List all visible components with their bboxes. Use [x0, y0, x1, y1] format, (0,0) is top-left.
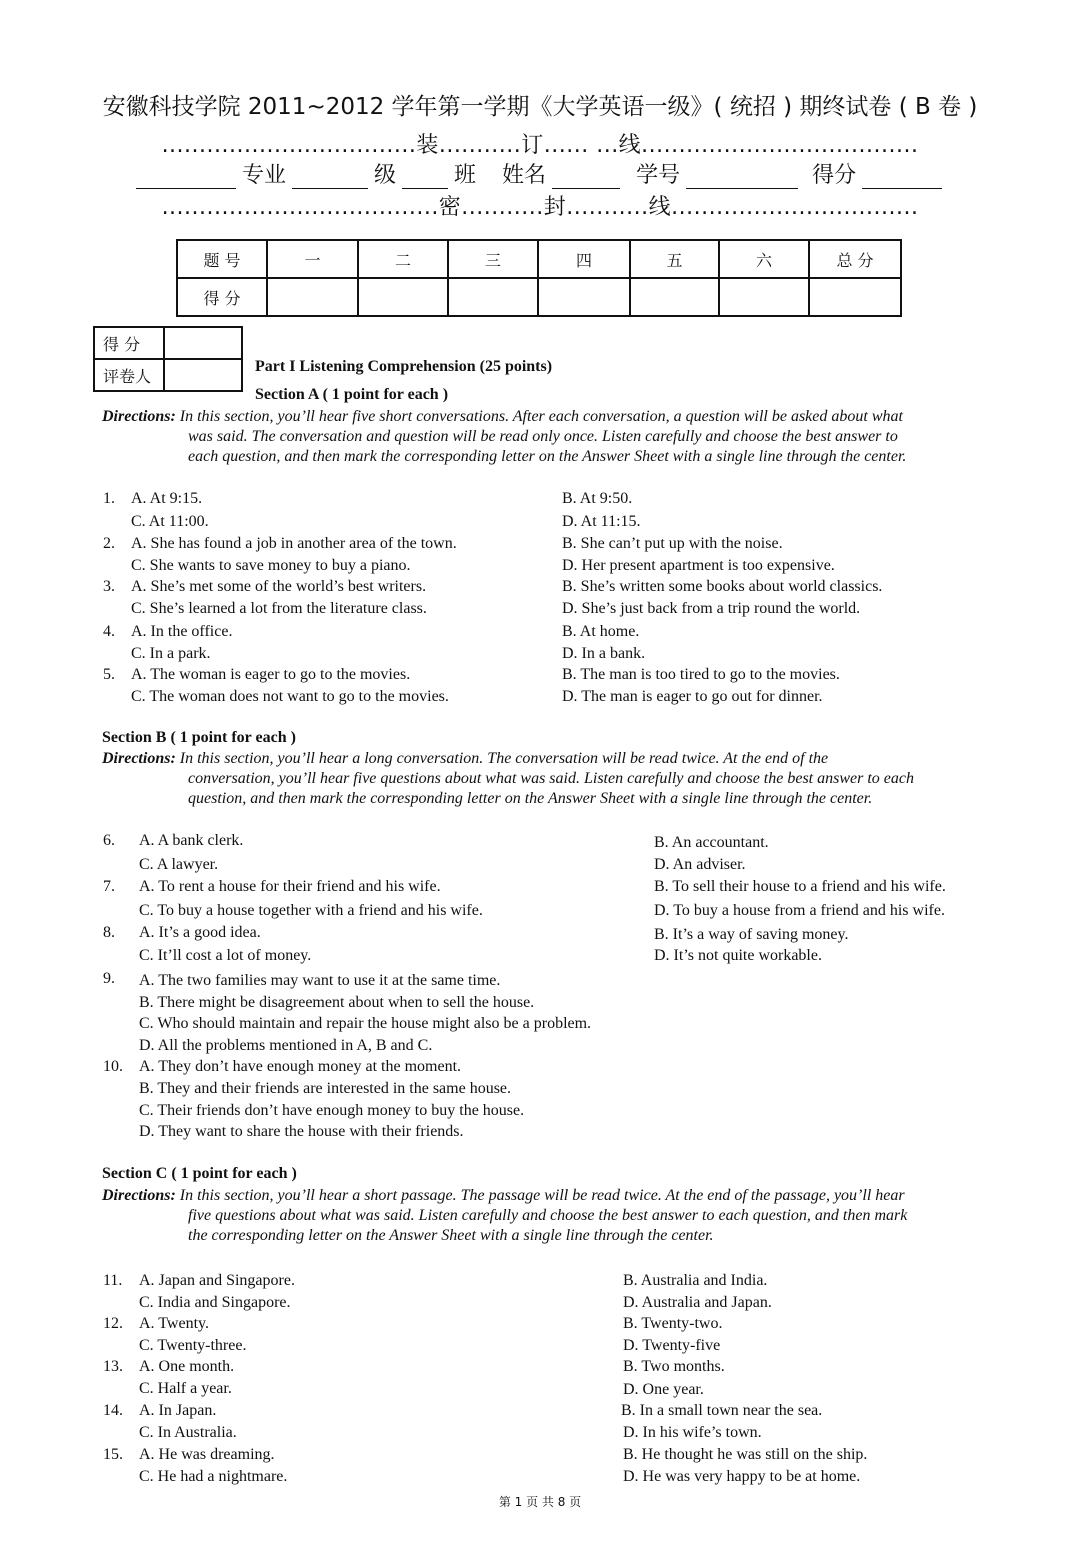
score-table-header: 总 分: [809, 240, 901, 278]
score-table-row-label: 得 分: [177, 278, 267, 316]
directions-label: Directions:: [102, 1187, 176, 1204]
score-table-header: 五: [630, 240, 719, 278]
option-c[interactable]: C. It’ll cost a lot of money.: [139, 947, 312, 964]
directions-label: Directions:: [102, 750, 176, 767]
option-a[interactable]: A. She’s met some of the world’s best writers.: [131, 578, 427, 595]
option-c[interactable]: C. Their friends don’t have enough money to buy the house.: [139, 1102, 525, 1119]
option-a[interactable]: A. Twenty.: [139, 1315, 209, 1332]
question-number: 12.: [103, 1315, 123, 1332]
score-table: [176, 239, 902, 317]
option-c[interactable]: C. She’s learned a lot from the literature class.: [131, 600, 427, 617]
question-number: 1.: [103, 490, 115, 507]
grader-name-cell[interactable]: [164, 359, 242, 391]
option-a[interactable]: A. The two families may want to use it at the same time.: [139, 972, 501, 989]
option-b[interactable]: B. They and their friends are interested in the same house.: [139, 1080, 512, 1097]
option-c[interactable]: C. At 11:00.: [131, 513, 209, 530]
option-d[interactable]: D. It’s not quite workable.: [654, 947, 822, 964]
question-number: 13.: [103, 1358, 123, 1375]
option-a[interactable]: A. It’s a good idea.: [139, 924, 261, 941]
score-cell[interactable]: [538, 278, 630, 316]
option-c[interactable]: C. Half a year.: [139, 1380, 232, 1397]
option-a[interactable]: A. A bank clerk.: [139, 832, 244, 849]
grader-score-label: 得 分: [94, 327, 164, 359]
option-d[interactable]: D. She’s just back from a trip round the world.: [562, 600, 861, 617]
option-d[interactable]: D. The man is eager to go out for dinner.: [562, 688, 823, 705]
score-cell[interactable]: [719, 278, 809, 316]
option-d[interactable]: D. He was very happy to be at home.: [623, 1468, 861, 1485]
option-c[interactable]: C. India and Singapore.: [139, 1294, 291, 1311]
section-c-title: Section C ( 1 point for each ): [102, 1165, 297, 1182]
score-table-header: 二: [358, 240, 448, 278]
section-c-directions: Directions: In this section, you’ll hear a short passage. The passage will be read twice. At the end of the passage, you’ll hear five questions about what was said. Listen carefully and choose the best answer to each question, and then mark the corresponding letter on the Answer Sheet with a single line through the center.: [102, 1187, 908, 1244]
exam-title: 安徽科技学院 2011~2012 学年第一学期《大学英语一级》( 统招 ) 期终试卷 ( B 卷 ): [102, 94, 978, 120]
option-b[interactable]: B. At 9:50.: [562, 490, 633, 507]
option-b[interactable]: B. At home.: [562, 623, 640, 640]
score-table-header: 六: [719, 240, 809, 278]
section-b-title: Section B ( 1 point for each ): [102, 729, 296, 746]
option-b[interactable]: B. In a small town near the sea.: [621, 1402, 823, 1419]
score-table-header: 一: [267, 240, 358, 278]
option-d[interactable]: D. They want to share the house with their friends.: [139, 1123, 464, 1140]
score-table-header: 题 号: [177, 240, 267, 278]
option-b[interactable]: B. Two months.: [623, 1358, 725, 1375]
grader-score-cell[interactable]: [164, 327, 242, 359]
option-a[interactable]: A. The woman is eager to go to the movies.: [131, 666, 411, 683]
option-c[interactable]: C. In Australia.: [139, 1424, 237, 1441]
score-label: 得分: [812, 163, 857, 188]
option-c[interactable]: C. She wants to save money to buy a piano.: [131, 557, 411, 574]
option-b[interactable]: B. Twenty-two.: [623, 1315, 723, 1332]
option-d[interactable]: D. In his wife’s town.: [623, 1424, 762, 1441]
option-d[interactable]: D. Her present apartment is too expensive.: [562, 557, 835, 574]
section-a-directions: Directions: In this section, you’ll hear five short conversations. After each conversation, a question will be asked about what was said. The conversation and question will be read only once. Listen carefully and choose the best answer to each question, and then mark the corresponding letter on the Answer Sheet with a single line through the center.: [102, 408, 907, 465]
section-a-title: Section A ( 1 point for each ): [255, 386, 449, 403]
option-a[interactable]: A. Japan and Singapore.: [139, 1272, 295, 1289]
option-c[interactable]: C. The woman does not want to go to the movies.: [131, 688, 449, 705]
option-c[interactable]: C. In a park.: [131, 645, 211, 662]
question-number: 11.: [103, 1272, 123, 1289]
option-c[interactable]: C. Twenty-three.: [139, 1337, 247, 1354]
option-a[interactable]: A. In Japan.: [139, 1402, 217, 1419]
option-c[interactable]: C. Who should maintain and repair the house might also be a problem.: [139, 1015, 592, 1032]
option-d[interactable]: D. Twenty-five: [623, 1337, 721, 1354]
option-a[interactable]: A. They don’t have enough money at the moment.: [139, 1058, 462, 1075]
name-label: 姓名: [502, 163, 547, 188]
option-a[interactable]: A. One month.: [139, 1358, 235, 1375]
question-number: 5.: [103, 666, 115, 683]
class-label: 班: [454, 163, 477, 188]
option-b[interactable]: B. Australia and India.: [623, 1272, 768, 1289]
option-b[interactable]: B. He thought he was still on the ship.: [623, 1446, 868, 1463]
question-number: 15.: [103, 1446, 123, 1463]
grade-blank[interactable]: [292, 166, 368, 189]
question-number: 7.: [103, 878, 115, 895]
option-d[interactable]: D. To buy a house from a friend and his wife.: [654, 902, 945, 919]
option-d[interactable]: D. In a bank.: [562, 645, 646, 662]
grader-table: [93, 326, 243, 392]
score-cell[interactable]: [809, 278, 901, 316]
question-number: 4.: [103, 623, 115, 640]
major-blank[interactable]: [136, 166, 236, 189]
score-cell[interactable]: [630, 278, 719, 316]
binding-line-seal: .....................................密...........封...........线.................................: [161, 195, 919, 220]
score-blank[interactable]: [862, 166, 942, 189]
option-a[interactable]: A. At 9:15.: [131, 490, 203, 507]
question-number: 10.: [103, 1058, 123, 1075]
class-blank[interactable]: [402, 166, 448, 189]
option-d[interactable]: D. At 11:15.: [562, 513, 641, 530]
option-b[interactable]: B. She’s written some books about world classics.: [562, 578, 883, 595]
score-table-header-row: [177, 240, 901, 278]
student-id-label: 学号: [636, 163, 681, 188]
part1-title: Part I Listening Comprehension (25 points): [255, 358, 553, 375]
student-id-blank[interactable]: [686, 166, 798, 189]
score-table-header: 四: [538, 240, 630, 278]
grader-name-label: 评卷人: [94, 359, 164, 391]
option-d[interactable]: D. Australia and Japan.: [623, 1294, 772, 1311]
page-number: 第 1 页 共 8 页: [498, 1495, 582, 1509]
score-table-header: 三: [448, 240, 538, 278]
option-d[interactable]: D. An adviser.: [654, 856, 746, 873]
option-b[interactable]: B. The man is too tired to go to the movies.: [562, 666, 840, 683]
binding-line-top: ..................................装...........订...... ...线.....................................: [161, 133, 919, 158]
option-b[interactable]: B. An accountant.: [654, 834, 769, 851]
option-b[interactable]: B. To sell their house to a friend and his wife.: [654, 878, 946, 895]
section-b-directions: Directions: In this section, you’ll hear a long conversation. The conversation will be read twice. At the end of the conversation, you’ll hear five questions about what was said. Listen carefully and choose the best answer to each question, and then mark the corresponding letter on the Answer Sheet with a single line through the center.: [102, 750, 914, 807]
student-info-row: [136, 158, 942, 189]
option-b[interactable]: B. It’s a way of saving money.: [654, 926, 849, 943]
option-a[interactable]: A. He was dreaming.: [139, 1446, 275, 1463]
option-d[interactable]: D. All the problems mentioned in A, B and C.: [139, 1037, 433, 1054]
question-number: 3.: [103, 578, 115, 595]
question-number: 8.: [103, 924, 115, 941]
score-cell[interactable]: [448, 278, 538, 316]
option-c[interactable]: C. To buy a house together with a friend and his wife.: [139, 902, 483, 919]
question-number: 2.: [103, 535, 115, 552]
option-a[interactable]: A. She has found a job in another area of the town.: [131, 535, 457, 552]
score-table-score-row: [177, 278, 901, 316]
option-b[interactable]: B. She can’t put up with the noise.: [562, 535, 783, 552]
directions-label: Directions:: [102, 408, 176, 425]
score-cell[interactable]: [358, 278, 448, 316]
option-a[interactable]: A. In the office.: [131, 623, 233, 640]
option-b[interactable]: B. There might be disagreement about when to sell the house.: [139, 994, 535, 1011]
name-blank[interactable]: [552, 166, 620, 189]
major-label: 专业: [242, 163, 287, 188]
question-number: 6.: [103, 832, 115, 849]
option-d[interactable]: D. One year.: [623, 1381, 704, 1398]
question-number: 14.: [103, 1402, 123, 1419]
option-a[interactable]: A. To rent a house for their friend and his wife.: [139, 878, 441, 895]
option-c[interactable]: C. He had a nightmare.: [139, 1468, 288, 1485]
grade-label: 级: [374, 163, 397, 188]
score-cell[interactable]: [267, 278, 358, 316]
question-number: 9.: [103, 970, 115, 987]
option-c[interactable]: C. A lawyer.: [139, 856, 219, 873]
